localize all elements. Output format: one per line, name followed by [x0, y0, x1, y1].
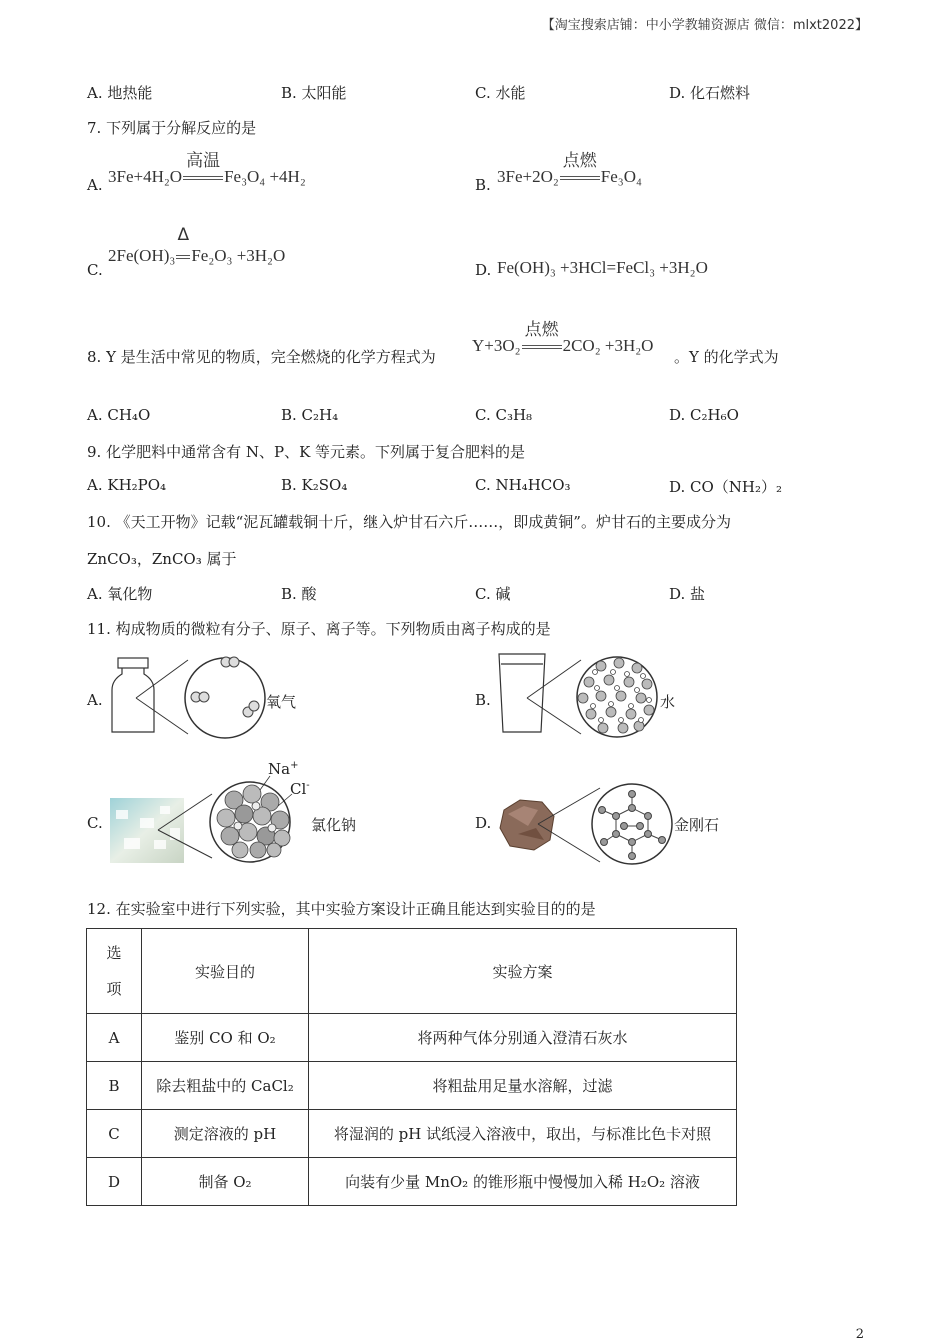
q10-stem-line2: ZnCO₃，ZnCO₃ 属于 — [87, 550, 237, 568]
q6-option-b: B. 太阳能 — [281, 84, 347, 102]
diamond-diagram — [498, 782, 673, 866]
table-row — [87, 1014, 737, 1062]
q9-option-d: D. CO（NH₂）₂ — [669, 478, 783, 496]
oxygen-diagram — [108, 650, 268, 740]
q11-d-name: 金刚石 — [674, 816, 720, 834]
q10-option-a: A. 氧化物 — [87, 585, 153, 603]
q11-c-name: 氯化钠 — [311, 816, 357, 834]
row-purpose: 鉴别 CO 和 O₂ — [142, 1014, 309, 1062]
table-row — [87, 1062, 737, 1110]
q11-b-name: 水 — [660, 693, 676, 711]
glass-icon — [499, 654, 545, 732]
row-option: A — [87, 1014, 142, 1062]
q9-stem: 9. 化学肥料中通常含有 N、P、K 等元素。下列属于复合肥料的是 — [87, 443, 526, 461]
q11-stem: 11. 构成物质的微粒有分子、原子、离子等。下列物质由离子构成的是 — [87, 620, 551, 638]
q12-stem: 12. 在实验室中进行下列实验，其中实验方案设计正确且能达到实验目的的是 — [87, 900, 596, 918]
q7-c-label: C. — [87, 261, 103, 279]
q7-stem: 7. 下列属于分解反应的是 — [87, 119, 257, 137]
q8-equation: Y+3O₂ 点燃 2CO₂ +3H₂O — [472, 320, 654, 355]
q6-option-d: D. 化石燃料 — [669, 84, 751, 102]
page-header: 【淘宝搜索店铺：中小学教辅资源店 微信：mlxt2022】 — [541, 18, 868, 33]
q7-d-label: D. — [475, 261, 492, 279]
q9-option-c: C. NH₄HCO₃ — [475, 476, 571, 494]
row-plan: 将两种气体分别通入澄清石灰水 — [309, 1014, 737, 1062]
q7-a-equation: 3Fe+4H₂O 高温 Fe₃O₄ +4H₂ — [108, 151, 306, 186]
q8-stem-before: 8. Y 是生活中常见的物质，完全燃烧的化学方程式为 — [87, 348, 436, 366]
row-purpose: 制备 O₂ — [142, 1158, 309, 1206]
q10-option-b: B. 酸 — [281, 585, 317, 603]
row-plan: 将湿润的 pH 试纸浸入溶液中，取出，与标准比色卡对照 — [309, 1110, 737, 1158]
page-number: 2 — [855, 1327, 864, 1342]
q11-a-label: A. — [87, 691, 103, 709]
row-purpose: 测定溶液的 pH — [142, 1110, 309, 1158]
table-row — [87, 1158, 737, 1206]
water-diagram — [497, 650, 662, 740]
sodium-ion-label: Na+ — [268, 760, 299, 778]
q8-option-b: B. C₂H₄ — [281, 406, 339, 424]
q11-d-label: D. — [475, 814, 492, 832]
q10-option-d: D. 盐 — [669, 585, 706, 603]
row-plan: 向装有少量 MnO₂ 的锥形瓶中慢慢加入稀 H₂O₂ 溶液 — [309, 1158, 737, 1206]
row-purpose: 除去粗盐中的 CaCl₂ — [142, 1062, 309, 1110]
q6-option-c: C. 水能 — [475, 84, 526, 102]
bottle-icon — [112, 658, 154, 732]
header-plan: 实验方案 — [309, 929, 737, 1014]
q9-option-a: A. KH₂PO₄ — [87, 476, 167, 494]
chloride-ion-label: Cl- — [290, 780, 310, 798]
experiment-table — [86, 928, 737, 1206]
q7-d-equation: Fe(OH)₃ +3HCl=FeCl₃ +3H₂O — [497, 258, 708, 277]
table-row — [87, 1110, 737, 1158]
q8-option-c: C. C₃H₈ — [475, 406, 533, 424]
q7-c-equation: 2Fe(OH)₃ Δ Fe₂O₃ +3H₂O — [108, 225, 286, 265]
q11-a-name: 氧气 — [266, 693, 297, 711]
header-purpose: 实验目的 — [142, 929, 309, 1014]
header-option: 选 项 — [87, 929, 142, 1014]
row-option: B — [87, 1062, 142, 1110]
q8-option-a: A. CH₄O — [87, 406, 151, 424]
row-option: D — [87, 1158, 142, 1206]
q7-b-equation: 3Fe+2O₂ 点燃 Fe₃O₄ — [497, 151, 642, 186]
q11-c-label: C. — [87, 814, 103, 832]
q7-a-label: A. — [87, 176, 103, 194]
q6-option-a: A. 地热能 — [87, 84, 153, 102]
q10-stem-line1: 10. 《天工开物》记载“泥瓦罐载铜十斤，继入炉甘石六斤……，即成黄铜”。炉甘石的主要成分为 — [87, 513, 731, 531]
row-option: C — [87, 1110, 142, 1158]
q11-b-label: B. — [475, 691, 491, 709]
q7-b-label: B. — [475, 176, 491, 194]
row-plan: 将粗盐用足量水溶解，过滤 — [309, 1062, 737, 1110]
q9-option-b: B. K₂SO₄ — [281, 476, 348, 494]
q8-option-d: D. C₂H₆O — [669, 406, 739, 424]
table-header-row — [87, 929, 737, 1014]
q8-stem-after: 。Y 的化学式为 — [674, 348, 779, 366]
q10-option-c: C. 碱 — [475, 585, 511, 603]
